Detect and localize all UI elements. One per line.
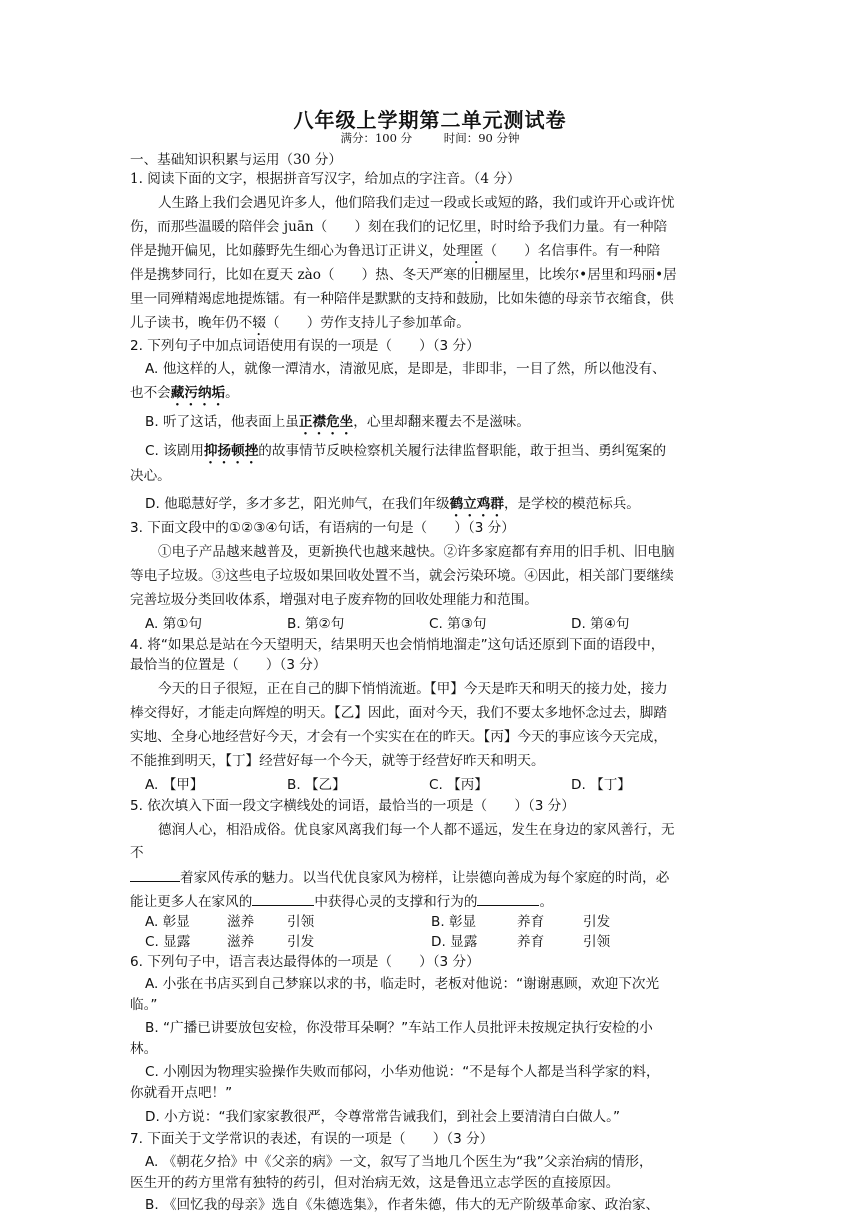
q5-text: 着家风传承的魅力。以当代优良家风为榜样，让崇德向善成为每个家庭的时尚，必 [180,870,670,886]
q6-option-b: B. “广播已讲要放包安检，你没带耳朵啊？”车站工作人员批评未按规定执行安检的小 [145,1020,653,1036]
q3-option-a: A. 第①句 [145,616,203,632]
section-heading: 一、基础知识积累与运用（30 分） [130,152,342,168]
q1-passage-line-5: 里一同殚精竭虑地提炼镭。有一种陪伴是默默的支持和鼓励，比如朱德的母亲节衣缩食，供 [130,291,674,307]
q5-option-b-word-3: 引发 [583,914,611,930]
q6-option-a-cont: 临。” [130,997,158,1013]
q1-text: 儿子读书，晚年仍不 [130,315,253,331]
q2-text: 。 [225,385,239,401]
q4-option-d: D. 【丁】 [571,777,631,793]
q2-text: ，心里却翻来覆去不是滋味。 [353,414,530,430]
q6-option-a: A. 小张在书店买到自己梦寐以求的书，临走时，老板对他说：“谢谢惠顾，欢迎下次光 [145,976,660,992]
q1-passage-line-1: 人生路上我们会遇见许多人，他们陪我们走过一段或长或短的路，我们或许开心或许忧 [158,195,675,211]
q6-option-b-cont: 林。 [130,1041,158,1057]
q2-text: 也不会 [130,385,171,401]
q2-highlighted-word: 藏污纳垢 [170,385,226,401]
page-title: 八年级上学期第二单元测试卷 [293,108,567,132]
q3-option-b: B. 第②句 [287,616,345,632]
fill-blank [252,891,314,906]
q5-passage-line-1: 德润人心，相沿成俗。优良家风离我们每一个人都不遥远，发生在身边的家风善行，无 [158,822,675,838]
q2-highlighted-word: 正襟危坐 [298,414,354,430]
q2-option-c [145,441,740,467]
q2-text: C. 该剧用 [145,443,204,459]
q5-option-c-word-1: C. 显露 [145,934,191,950]
q2-text: ，是学校的模范标兵。 [503,496,640,512]
q4-option-a: A. 【甲】 [145,777,204,793]
q1-text: 伴是抛开偏见，比如藤野先生细心为鲁迅订正讲义，处理 [130,243,470,259]
q6-option-c-cont: 你就看开点吧！” [130,1085,233,1101]
exam-time: 时间：90 分钟 [443,131,520,145]
q4-passage-line-2: 棒交得好，才能走向辉煌的明天。【乙】因此，面对今天，我们不要太多地怀念过去，脚踏 [130,705,667,721]
q5-passage-line-2: 不 [130,845,144,861]
q4-passage-line-3: 实地、全身心地经营好今天，才会有一个实实在在的昨天。【丙】今天的事应该今天完成， [130,729,667,745]
q5-option-c-word-2: 滋养 [227,934,255,950]
q4-option-b: B. 【乙】 [287,777,346,793]
q5-option-b-word-2: 养育 [517,914,545,930]
q2-stem: 2. 下列句子中加点词语使用有误的一项是（ ）（3 分） [130,338,480,354]
q6-option-c: C. 小刚因为物理实验操作失败而郁闷，小华劝他说：“不是每个人都是当科学家的料， [145,1064,660,1080]
q2-text: B. 听了这话，他表面上虽 [145,414,299,430]
q6-option-d: D. 小方说：“我们家家教很严，令尊常常告诫我们，到社会上要清清白白做人。” [145,1109,620,1125]
q1-passage-line-4: 伴是携梦同行，比如在夏天 zào（ ）热、冬天严寒的旧棚屋里，比埃尔•居里和玛丽•居 [130,267,677,283]
q2-option-c-cont: 决心。 [130,468,171,484]
q2-option-d [145,494,740,520]
q5-option-a-word-1: A. 彰显 [145,914,190,930]
q3-passage-line-1: ①电子产品越来越普及，更新换代也越来越快。②许多家庭都有弃用的旧手机、旧电脑 [158,544,675,560]
q2-option-a: A. 他这样的人，就像一潭清水，清澈见底，是即是，非即非，一目了然，所以他没有、 [145,361,666,377]
q1-dotted-char: 匿 [469,243,484,259]
q1-passage-line-2: 伤，而那些温暖的陪伴会 juān（ ）刻在我们的记忆里，时时给予我们力量。有一种陪 [130,219,668,235]
q5-text: 中获得心灵的支撑和行为的 [314,894,478,910]
q4-stem: 4. 将“如果总是站在今天望明天，结果明天也会悄悄地溜走”这句话还原到下面的语段中， [130,637,665,653]
q5-option-b-word-1: B. 彰显 [431,914,477,930]
q5-option-d-word-1: D. 显露 [431,934,478,950]
q4-option-c: C. 【丙】 [429,777,488,793]
q3-stem: 3. 下面文段中的①②③④句话，有语病的一句是（ ）（3 分） [130,520,515,536]
q2-highlighted-word: 鹤立鸡群 [449,496,504,512]
q7-option-a: A. 《朝花夕拾》中《父亲的病》一文，叙写了当地几个医生为“我”父亲治病的情形， [145,1154,653,1170]
q4-stem-cont: 最恰当的位置是（ ）（3 分） [130,657,327,673]
q1-text: （ ）名信事件。有一种陪 [483,243,661,259]
q3-options [145,614,740,634]
q5-option-c-word-3: 引发 [287,934,315,950]
q5-stem: 5. 依次填入下面一段文字横线处的词语，最恰当的一项是（ ）（3 分） [130,798,575,814]
q5-options-row-1 [145,912,740,932]
q5-passage-line-4 [130,891,740,912]
q5-option-d-word-2: 养育 [517,934,545,950]
q2-highlighted-word: 抑扬顿挫 [203,443,259,459]
full-score: 满分：100 分 [340,131,413,145]
q4-passage-line-1: 今天的日子很短，正在自己的脚下悄悄流逝。【甲】今天是昨天和明天的接力处，接力 [158,681,668,697]
q5-options-row-2 [145,932,740,952]
q5-option-a-word-2: 滋养 [227,914,255,930]
q4-passage-line-4: 不能推到明天，【丁】经营好每一个今天，就等于经营好昨天和明天。 [130,753,545,769]
q5-passage-line-3 [130,867,740,888]
q4-options [145,775,740,795]
q2-option-a-cont [130,383,740,409]
q7-option-b: B. 《回忆我的母亲》选自《朱德选集》，作者朱德，伟大的无产阶级革命家、政治家、 [145,1197,660,1213]
q5-option-d-word-3: 引领 [583,934,611,950]
q1-text: （ ）劳作支持儿子参加革命。 [265,315,470,331]
q5-text: 能让更多人在家风的 [130,894,253,910]
q3-option-d: D. 第④句 [571,616,630,632]
q3-passage-line-3: 完善垃圾分类回收体系，增强对电子废弃物的回收处理能力和范围。 [130,592,538,608]
q2-option-b [145,412,740,438]
q1-stem: 1. 阅读下面的文字，根据拼音写汉字，给加点的字注音。（4 分） [130,171,521,187]
q2-text: D. 他聪慧好学，多才多艺，阳光帅气，在我们年级 [145,496,450,512]
q7-stem: 7. 下面关于文学常识的表述，有误的一项是（ ）（3 分） [130,1131,494,1147]
q3-passage-line-2: 等电子垃圾。③这些电子垃圾如果回收处置不当，就会污染环境。④因此，相关部门要继续 [130,568,674,584]
q3-option-c: C. 第③句 [429,616,487,632]
q7-option-a-cont: 医生开的药方里常有独特的药引，但对治病无效，这是鲁迅立志学医的直接原因。 [130,1175,620,1191]
q1-dotted-char: 辍 [252,315,266,331]
q2-text: 的故事情节反映检察机关履行法律监督职能，敢于担当、勇纠冤案的 [258,443,667,459]
exam-meta [0,130,860,146]
q5-option-a-word-3: 引领 [287,914,315,930]
q1-passage-line-3 [130,241,740,267]
q6-stem: 6. 下列句子中，语言表达最得体的一项是（ ）（3 分） [130,954,480,970]
fill-blank [477,891,539,906]
fill-blank [130,867,180,882]
q5-text: 。 [539,894,554,910]
